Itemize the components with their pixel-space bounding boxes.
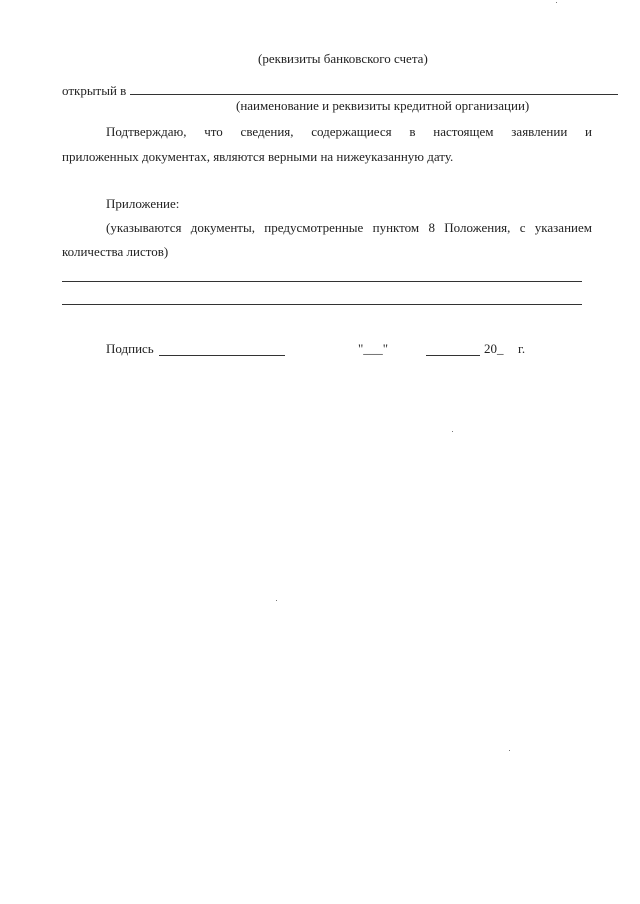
attachment-blank-line-2 <box>62 304 582 305</box>
scan-speck <box>276 600 277 601</box>
signature-year: 20_ <box>484 341 504 356</box>
signature-month-line <box>426 355 480 356</box>
signature-line <box>159 355 285 356</box>
signature-label: Подпись <box>106 341 154 356</box>
attachment-blank-line-1 <box>62 281 582 282</box>
scan-speck <box>509 750 510 751</box>
attachment-line-1: (указываются документы, предусмотренные пунктом 8 Положения, с указанием <box>106 220 592 235</box>
credit-org-caption: (наименование и реквизиты кредитной организации) <box>236 98 530 113</box>
credit-org-line <box>130 94 618 95</box>
opened-in-label: открытый в <box>62 83 127 98</box>
signature-day: "___" <box>358 341 389 356</box>
signature-year-suffix: г. <box>518 341 526 356</box>
scan-speck <box>556 2 557 3</box>
scan-speck <box>452 431 453 432</box>
confirmation-line-1: Подтверждаю, что сведения, содержащиеся в настоящем заявлении и <box>106 124 592 139</box>
attachment-line-2: количества листов) <box>62 244 169 259</box>
confirmation-line-2: приложенных документах, являются верными на нижеуказанную дату. <box>62 149 454 164</box>
account-details-caption: (реквизиты банковского счета) <box>258 51 428 66</box>
attachment-heading: Приложение: <box>106 196 180 211</box>
